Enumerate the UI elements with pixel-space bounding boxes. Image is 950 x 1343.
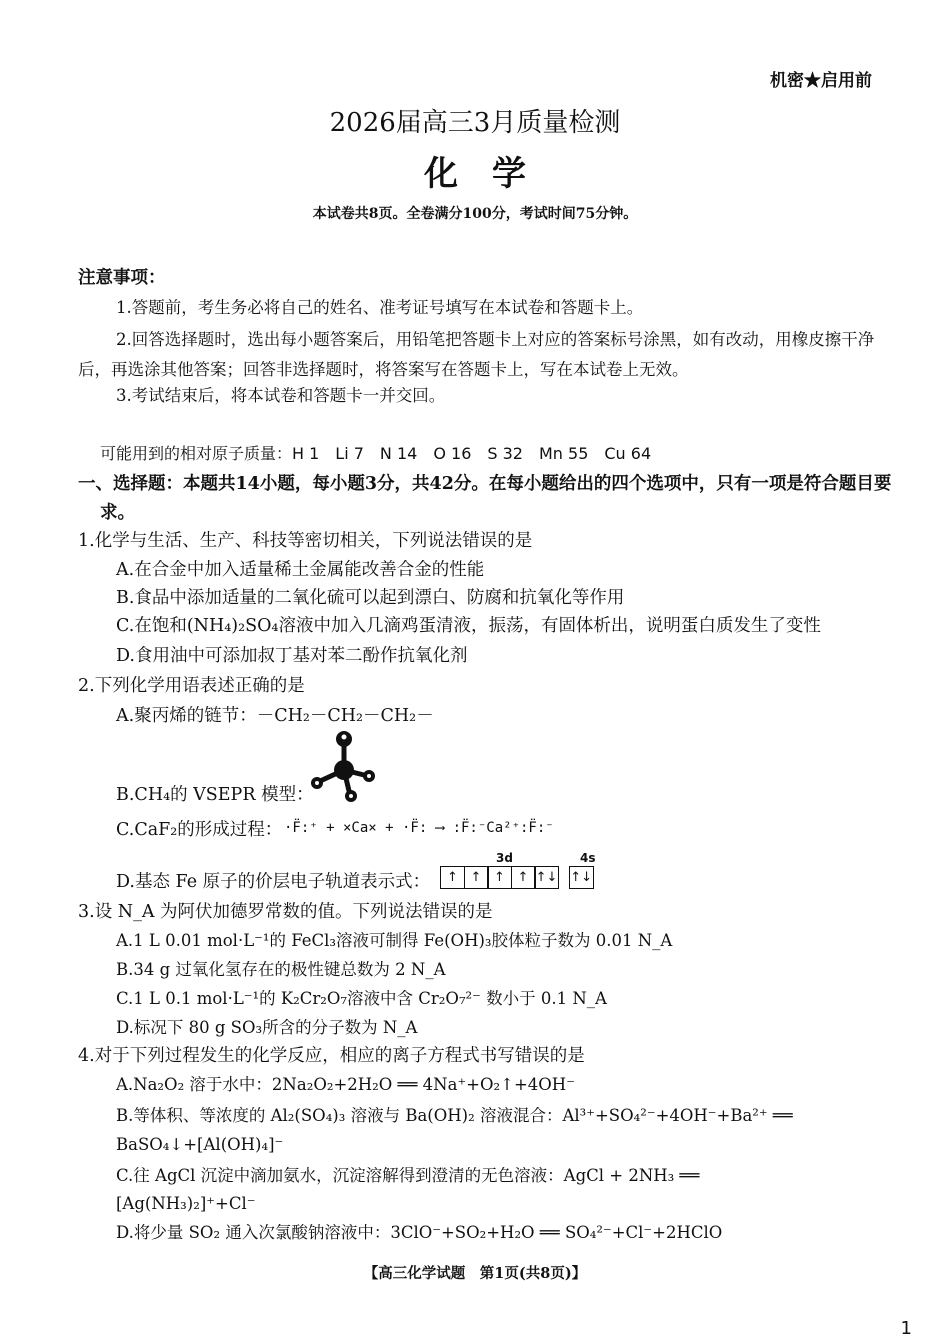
q4-option-b-line1: B.等体积、等浓度的 Al₂(SO₄)₃ 溶液与 Ba(OH)₂ 溶液混合：Al³⁺+SO₄²⁻+4OH⁻+Ba²⁺ ══ [116,1106,793,1125]
q2-option-a: A.聚丙烯的链节：－CH₂－CH₂－CH₂－ [116,706,434,726]
q3-option-b: B.34 g 过氧化氢存在的极性键总数为 2 N_A [116,960,446,979]
q1-option-b: B.食品中添加适量的二氧化硫可以起到漂白、防腐和抗氧化等作用 [116,588,625,608]
fe-orbital-diagram [440,866,592,889]
orbital-box: ↑ [464,866,489,889]
notes-item-2: 2.回答选择题时，选出每小题答案后，用铅笔把答题卡上对应的答案标号涂黑，如有改动，用橡皮擦干净后，再选涂其他答案；回答非选择题时，将答案写在答题卡上，写在本试卷上无效。 [78,330,875,379]
orbital-4s-label: 4s [580,851,596,865]
notes-title: 注意事项： [78,268,166,288]
q4-option-a: A.Na₂O₂ 溶于水中：2Na₂O₂+2H₂O ══ 4Na⁺+O₂↑+4OH⁻ [116,1075,575,1094]
q4-option-c-line1: C.往 AgCl 沉淀中滴加氨水，沉淀溶解得到澄清的无色溶液：AgCl + 2NH₃ ══ [116,1166,700,1185]
confidential-mark: 机密★启用前 [770,71,872,91]
orbital-3d-label: 3d [496,851,513,865]
q3-option-c: C.1 L 0.1 mol·L⁻¹的 K₂Cr₂O₇溶液中含 Cr₂O₇²⁻ 数小于 0.1 N_A [116,989,607,1008]
orbital-4s-boxes [569,866,593,889]
q3-option-d: D.标况下 80 g SO₃所含的分子数为 N_A [116,1018,418,1037]
orbital-box: ↑ [487,866,512,889]
q1-stem: 1.化学与生活、生产、科技等密切相关，下列说法错误的是 [78,531,533,551]
q1-option-a: A.在合金中加入适量稀土金属能改善合金的性能 [116,560,485,580]
q2-option-b: B.CH₄的 VSEPR 模型： [116,785,314,805]
q1-option-c: C.在饱和(NH₄)₂SO₄溶液中加入几滴鸡蛋清液，振荡，有固体析出，说明蛋白质发生了变性 [116,616,821,636]
q2-option-d-label: D.基态 Fe 原子的价层电子轨道表示式： [116,872,431,892]
subject-title: 化学 [424,154,560,194]
caf2-formation-formula: ·F̈:⁺ + ×Ca× + ·F̈: ⟶ :F̈:⁻Ca²⁺:F̈:⁻ [284,820,554,836]
notes-item-1: 1.答题前，考生务必将自己的姓名、准考证号填写在本试卷和答题卡上。 [116,298,644,317]
orbital-box: ↑ [440,866,465,889]
atomic-masses: 可能用到的相对原子质量：H 1 Li 7 N 14 O 16 S 32 Mn 55 Cu 64 [100,444,652,463]
orbital-box: ↑ [511,866,536,889]
q4-option-b-line2: BaSO₄↓+[Al(OH)₄]⁻ [116,1135,284,1154]
q3-option-a: A.1 L 0.01 mol·L⁻¹的 FeCl₃溶液可制得 Fe(OH)₃胶体粒子数为 0.01 N_A [116,931,673,950]
q4-option-c-line2: [Ag(NH₃)₂]⁺+Cl⁻ [116,1194,256,1213]
page-number: 1 [900,1318,912,1339]
orbital-3d-boxes [440,866,558,889]
q2-option-c-label: C.CaF₂的形成过程： [116,820,283,840]
notes-item-3: 3.考试结束后，将本试卷和答题卡一并交回。 [116,386,446,405]
q2-stem: 2.下列化学用语表述正确的是 [78,676,305,696]
exam-title: 2026届高三3月质量检测 [329,108,621,138]
q4-option-d: D.将少量 SO₂ 通入次氯酸钠溶液中：3ClO⁻+SO₂+H₂O ══ SO₄²⁻+Cl⁻+2HClO [116,1223,723,1242]
orbital-box: ↑↓ [534,866,559,889]
section1-heading: 一、选择题：本题共14小题，每小题3分，共42分。在每小题给出的四个选项中，只有一项是符合题目要求。 [78,474,892,523]
q4-stem: 4.对于下列过程发生的化学反应，相应的离子方程式书写错误的是 [78,1046,585,1066]
page-footer: 【高三化学试题 第1页(共8页)】 [363,1265,587,1282]
q1-option-d: D.食用油中可添加叔丁基对苯二酚作抗氧化剂 [116,646,468,666]
q3-stem: 3.设 N_A 为阿伏加德罗常数的值。下列说法错误的是 [78,902,493,922]
orbital-box: ↑↓ [569,866,594,889]
exam-info: 本试卷共8页。全卷满分100分，考试时间75分钟。 [312,206,638,222]
